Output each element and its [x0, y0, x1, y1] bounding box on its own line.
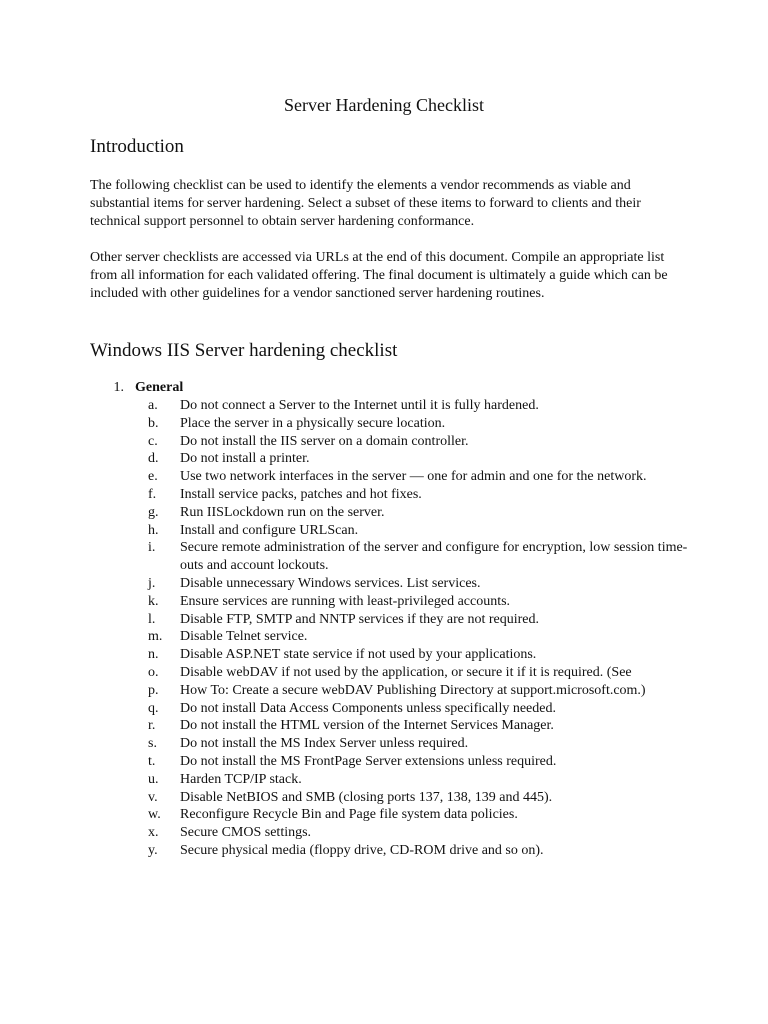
list-item-text: Disable webDAV if not used by the application, or secure it if it is required. (See [180, 664, 632, 680]
list-item-letter: s. [148, 736, 157, 752]
list-item-text: Do not install the MS FrontPage Server extensions unless required. [180, 753, 557, 769]
list-item-text: Reconfigure Recycle Bin and Page file system data policies. [180, 807, 518, 823]
list-item [90, 468, 690, 486]
section-number: 1. [113, 380, 124, 395]
document-title: Server Hardening Checklist [284, 95, 484, 115]
list-item-letter: l. [148, 611, 156, 627]
list-item-letter: u. [148, 771, 159, 787]
list-item [90, 415, 690, 433]
list-item-text: Disable ASP.NET state service if not used by your applications. [180, 647, 537, 663]
list-item-letter: f. [148, 486, 157, 502]
list-item-text: Ensure services are running with least-privileged accounts. [180, 593, 511, 609]
list-item-text: Do not install the MS Index Server unless required. [180, 736, 469, 752]
list-item-text: Use two network interfaces in the server — one for admin and one for the network. [180, 469, 647, 485]
list-item-text: Place the server in a physically secure location. [180, 415, 446, 431]
list-item-letter: o. [148, 664, 159, 680]
section-label: General [135, 380, 184, 395]
list-item-text: Disable FTP, SMTP and NNTP services if they are not required. [180, 611, 540, 627]
list-item-letter: v. [148, 789, 158, 805]
list-item-letter: k. [148, 593, 159, 609]
list-item [90, 486, 690, 504]
list-item [90, 504, 690, 522]
intro-paragraph-2: Other server checklists are accessed via URLs at the end of this document. Compile an appropriate list from all information for each validated offering. The final document is ultimately a guide which can be included with other guidelines for a vendor sanctioned server hardening routines. [90, 250, 668, 301]
list-item [90, 539, 690, 575]
list-item-letter: p. [148, 682, 159, 698]
list-item-text: Do not connect a Server to the Internet until it is fully hardened. [180, 398, 539, 413]
list-item-text: Do not install a printer. [180, 451, 310, 467]
list-item-text: Do not install the HTML version of the Internet Services Manager. [180, 718, 554, 734]
intro-heading: Introduction [90, 136, 184, 157]
list-item-text: Do not install the IIS server on a domain controller. [180, 433, 469, 449]
list-item-text: Do not install Data Access Components unless specifically needed. [180, 700, 556, 716]
list-item-letter: m. [148, 629, 163, 645]
checklist-section [90, 379, 690, 860]
list-item [90, 717, 690, 735]
list-item-letter: x. [148, 825, 159, 841]
list-item [90, 842, 690, 860]
list-item-letter: c. [148, 433, 158, 449]
list-item [90, 433, 690, 451]
list-item-letter: w. [148, 807, 161, 823]
list-item-letter: h. [148, 522, 159, 538]
list-item-letter: r. [148, 718, 156, 734]
list-item [90, 575, 690, 593]
list-item-letter: b. [148, 415, 159, 431]
list-item-text: How To: Create a secure webDAV Publishing Directory at support.microsoft.com.) [180, 682, 646, 698]
list-item-letter: a. [148, 398, 158, 413]
list-item-letter: t. [148, 753, 156, 769]
list-item [90, 789, 690, 807]
list-item [90, 700, 690, 718]
checklist-items [90, 397, 690, 860]
list-item [90, 664, 690, 682]
list-item-text: Install service packs, patches and hot fixes. [180, 486, 422, 502]
list-item-text: Harden TCP/IP stack. [180, 771, 302, 787]
list-item [90, 735, 690, 753]
list-item [90, 611, 690, 629]
list-item [90, 397, 690, 415]
list-item-letter: n. [148, 647, 159, 663]
list-item-text: Secure physical media (floppy drive, CD-ROM drive and so on). [180, 842, 544, 858]
list-item-letter: y. [148, 842, 158, 858]
list-item [90, 450, 690, 468]
list-item [90, 646, 690, 664]
list-item-text: Secure remote administration of the server and configure for encryption, low session time-outs and account lockouts. [180, 540, 688, 574]
list-item-letter: j. [148, 575, 156, 591]
list-item-letter: d. [148, 451, 159, 467]
list-item [90, 806, 690, 824]
list-item-text: Disable Telnet service. [180, 629, 308, 645]
list-item-letter: g. [148, 504, 159, 520]
list-item [90, 682, 690, 700]
list-item-letter: q. [148, 700, 159, 716]
list-item [90, 628, 690, 646]
list-item [90, 753, 690, 771]
list-item-text: Run IISLockdown run on the server. [180, 504, 385, 520]
list-item-letter: e. [148, 469, 158, 485]
list-item-text: Secure CMOS settings. [180, 825, 312, 841]
list-item [90, 522, 690, 540]
list-item-text: Disable NetBIOS and SMB (closing ports 137, 138, 139 and 445). [180, 789, 553, 805]
list-item [90, 593, 690, 611]
windows-iis-heading: Windows IIS Server hardening checklist [90, 340, 398, 361]
list-item [90, 824, 690, 842]
intro-paragraph-1: The following checklist can be used to identify the elements a vendor recommends as viable and substantial items for server hardening. Select a subset of these items to forward to clients and their technical support personnel to obtain server hardening conformance. [90, 178, 641, 229]
list-item [90, 771, 690, 789]
list-item-letter: i. [148, 540, 156, 556]
section-heading [90, 379, 690, 397]
list-item-text: Install and configure URLScan. [180, 522, 359, 538]
list-item-text: Disable unnecessary Windows services. List services. [180, 575, 481, 591]
